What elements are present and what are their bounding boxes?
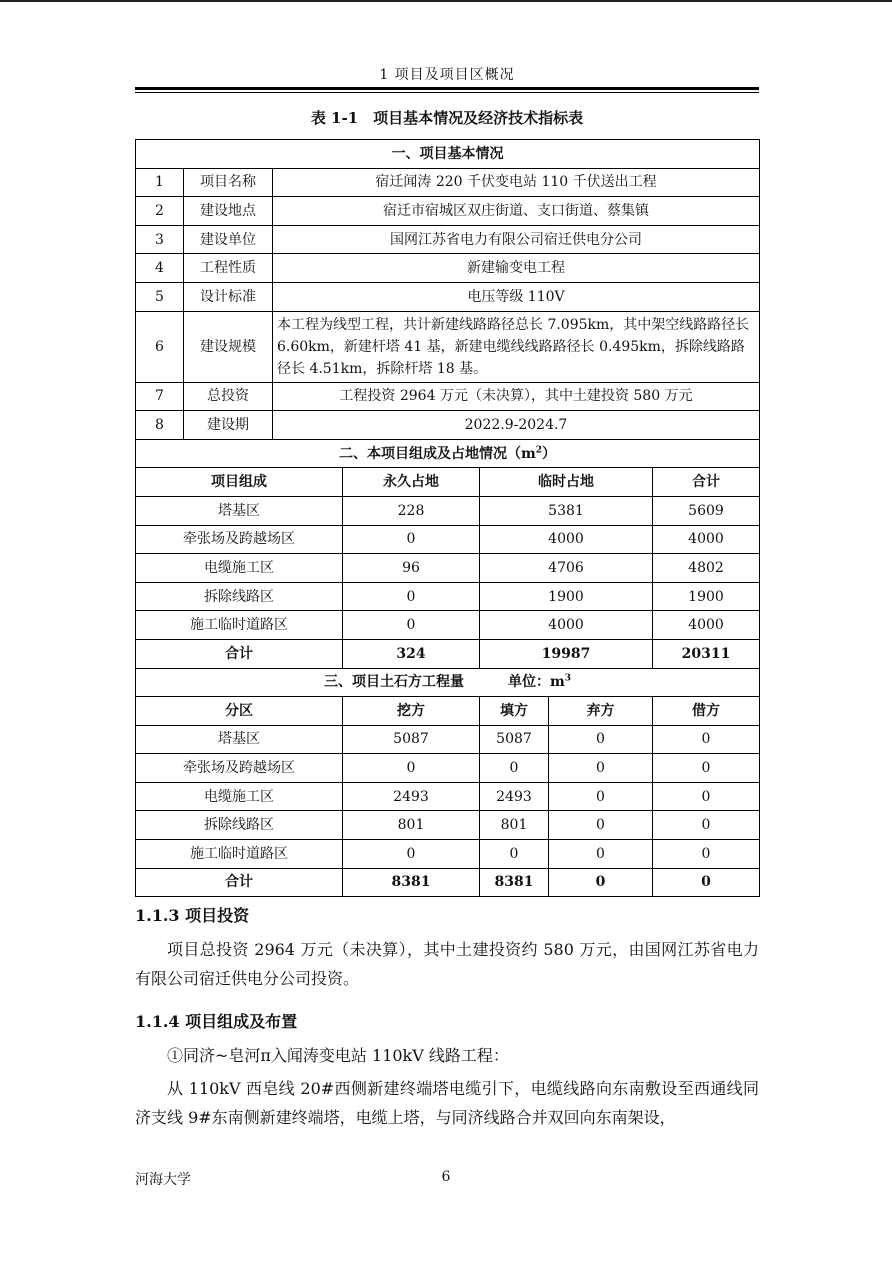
running-head: 1 项目及项目区概况 — [379, 67, 515, 83]
land-temporary: 1900 — [480, 582, 653, 611]
info-no: 6 — [136, 311, 184, 382]
page-number: 6 — [441, 1169, 451, 1185]
earthwork-row — [136, 782, 760, 811]
earthwork-borrow: 0 — [653, 840, 760, 869]
land-area-name: 牵张场及跨越场区 — [136, 525, 343, 554]
info-label: 建设规模 — [184, 311, 273, 382]
paragraph-route-description: 从 110kV 西皂线 20#西侧新建终端塔电缆引下，电缆线路向东南敷设至西通线同济支线 9#东南侧新建终端塔，电缆上塔，与同济线路合并双回向东南架设， — [135, 1079, 759, 1127]
info-value: 宿迁市宿城区双庄街道、支口街道、蔡集镇 — [273, 197, 760, 226]
info-label: 建设期 — [184, 411, 273, 440]
earthwork-total-spoil: 0 — [549, 868, 653, 897]
land-total: 4000 — [653, 611, 760, 640]
earthwork-spoil: 0 — [549, 725, 653, 754]
earthwork-row — [136, 725, 760, 754]
info-label: 建设单位 — [184, 225, 273, 254]
header-rule-thick — [135, 87, 759, 90]
info-value: 2022.9-2024.7 — [273, 411, 760, 440]
earthwork-row — [136, 811, 760, 840]
earthwork-cut: 801 — [343, 811, 480, 840]
heading-1-1-3: 1.1.3 项目投资 — [135, 906, 250, 925]
info-no: 8 — [136, 411, 184, 440]
paragraph-line-item-1: ①同济~皂河π入闻涛变电站 110kV 线路工程： — [167, 1046, 509, 1065]
land-row — [136, 525, 760, 554]
section3-title-row — [136, 668, 760, 697]
land-temporary: 4706 — [480, 554, 653, 583]
earthwork-fill: 5087 — [480, 725, 549, 754]
info-value: 国网江苏省电力有限公司宿迁供电分公司 — [273, 225, 760, 254]
col-header: 弃方 — [549, 697, 653, 726]
heading-1-1-4: 1.1.4 项目组成及布置 — [135, 1012, 298, 1031]
land-row — [136, 611, 760, 640]
land-permanent: 0 — [343, 525, 480, 554]
info-row — [136, 282, 760, 311]
land-total: 4802 — [653, 554, 760, 583]
land-temporary: 5381 — [480, 496, 653, 525]
land-row — [136, 582, 760, 611]
land-total-label: 合计 — [136, 639, 343, 668]
info-value-scale: 本工程为线型工程，共计新建线路路径总长 7.095km，其中架空线路路径长 6.60km，新建杆塔 41 基，新建电缆线线路路径长 0.495km，拆除线路路径长 4.51km，拆除杆塔 18 基。 — [273, 311, 760, 382]
land-permanent: 0 — [343, 611, 480, 640]
earthwork-cut: 5087 — [343, 725, 480, 754]
land-row — [136, 554, 760, 583]
earthwork-total-cut: 8381 — [343, 868, 480, 897]
info-value: 工程投资 2964 万元（未决算），其中土建投资 580 万元 — [273, 382, 760, 411]
earthwork-cut: 0 — [343, 840, 480, 869]
land-area-name: 拆除线路区 — [136, 582, 343, 611]
earthwork-borrow: 0 — [653, 754, 760, 783]
land-temporary: 4000 — [480, 525, 653, 554]
earthwork-zone: 施工临时道路区 — [136, 840, 343, 869]
info-no: 4 — [136, 254, 184, 283]
earthwork-zone: 塔基区 — [136, 725, 343, 754]
info-no: 1 — [136, 168, 184, 197]
section2-title-row — [136, 439, 760, 468]
land-area-name: 施工临时道路区 — [136, 611, 343, 640]
header-rule-thin — [135, 92, 759, 93]
land-total-temporary: 19987 — [480, 639, 653, 668]
earthwork-zone: 牵张场及跨越场区 — [136, 754, 343, 783]
land-total: 4000 — [653, 525, 760, 554]
info-label: 建设地点 — [184, 197, 273, 226]
land-area-name: 塔基区 — [136, 496, 343, 525]
info-row — [136, 168, 760, 197]
land-total: 1900 — [653, 582, 760, 611]
land-temporary: 4000 — [480, 611, 653, 640]
earthwork-spoil: 0 — [549, 782, 653, 811]
land-area-name: 电缆施工区 — [136, 554, 343, 583]
section2-title: 二、本项目组成及占地情况$(m^2)$ — [136, 439, 760, 468]
earthwork-row — [136, 754, 760, 783]
section2-header-row — [136, 468, 760, 497]
top-border-line — [0, 0, 892, 2]
info-label: 总投资 — [184, 382, 273, 411]
info-no: 2 — [136, 197, 184, 226]
earthwork-total-row — [136, 868, 760, 897]
col-header: 合计 — [653, 468, 760, 497]
land-row — [136, 496, 760, 525]
earthwork-spoil: 0 — [549, 754, 653, 783]
land-total-row — [136, 639, 760, 668]
col-header: 填方 — [480, 697, 549, 726]
info-value: 新建输变电工程 — [273, 254, 760, 283]
info-row — [136, 197, 760, 226]
col-header: 项目组成 — [136, 468, 343, 497]
earthwork-borrow: 0 — [653, 782, 760, 811]
land-permanent: 228 — [343, 496, 480, 525]
earthwork-total-borrow: 0 — [653, 868, 760, 897]
footer-organization: 河海大学 — [135, 1172, 191, 1188]
land-total: 5609 — [653, 496, 760, 525]
section1-title-row — [136, 140, 760, 169]
info-row — [136, 411, 760, 440]
col-header: 永久占地 — [343, 468, 480, 497]
info-no: 7 — [136, 382, 184, 411]
earthwork-total-label: 合计 — [136, 868, 343, 897]
earthwork-spoil: 0 — [549, 811, 653, 840]
land-total-sum: 20311 — [653, 639, 760, 668]
earthwork-fill: 0 — [480, 840, 549, 869]
section1-title: 一、项目基本情况 — [136, 140, 760, 169]
land-permanent: 0 — [343, 582, 480, 611]
info-row — [136, 225, 760, 254]
info-no: 5 — [136, 282, 184, 311]
earthwork-fill: 2493 — [480, 782, 549, 811]
earthwork-spoil: 0 — [549, 840, 653, 869]
project-info-table — [135, 139, 760, 897]
col-header: 临时占地 — [480, 468, 653, 497]
info-label: 项目名称 — [184, 168, 273, 197]
info-label: 设计标准 — [184, 282, 273, 311]
info-row — [136, 382, 760, 411]
earthwork-borrow: 0 — [653, 811, 760, 840]
land-total-permanent: 324 — [343, 639, 480, 668]
section3-unit: 单位：m — [507, 674, 565, 691]
earthwork-total-fill: 8381 — [480, 868, 549, 897]
info-value: 宿迁闻涛 220 千伏变电站 110 千伏送出工程 — [273, 168, 760, 197]
earthwork-fill: 801 — [480, 811, 549, 840]
paragraph-investment: 项目总投资 2964 万元（未决算），其中土建投资约 580 万元，由国网江苏省电力有限公司宿迁供电分公司投资。 — [135, 940, 759, 988]
info-label: 工程性质 — [184, 254, 273, 283]
info-value: 电压等级 110V — [273, 282, 760, 311]
col-header: 借方 — [653, 697, 760, 726]
table-caption: 表 1-1 项目基本情况及经济技术指标表 — [310, 109, 584, 127]
col-header: 挖方 — [343, 697, 480, 726]
earthwork-cut: 0 — [343, 754, 480, 783]
earthwork-fill: 0 — [480, 754, 549, 783]
earthwork-row — [136, 840, 760, 869]
earthwork-zone: 电缆施工区 — [136, 782, 343, 811]
info-row — [136, 311, 760, 382]
earthwork-borrow: 0 — [653, 725, 760, 754]
earthwork-zone: 拆除线路区 — [136, 811, 343, 840]
land-permanent: 96 — [343, 554, 480, 583]
earthwork-cut: 2493 — [343, 782, 480, 811]
section3-title: 三、项目土石方工程量 单位：$m^3$ — [136, 668, 760, 697]
section3-header-row — [136, 697, 760, 726]
info-no: 3 — [136, 225, 184, 254]
col-header: 分区 — [136, 697, 343, 726]
info-row — [136, 254, 760, 283]
